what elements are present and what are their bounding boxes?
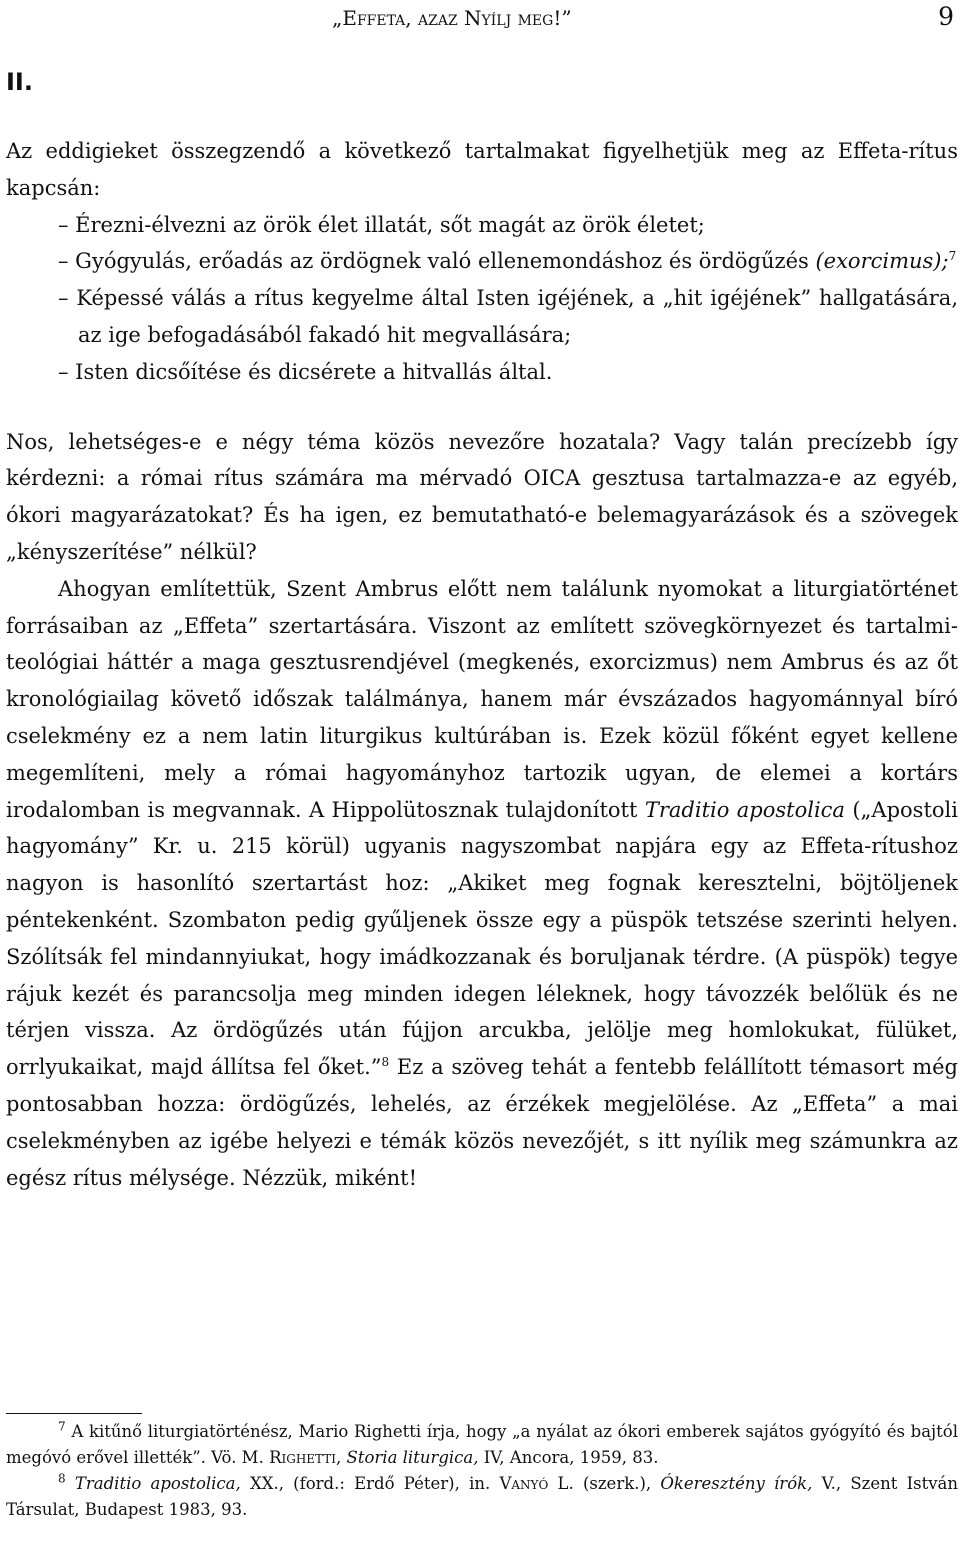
running-head: [6, 2, 958, 36]
list-item: – Érezni-élvezni az örök élet illatát, sőt magát az örök életet;: [58, 212, 705, 237]
footnote-rule: [6, 1413, 142, 1414]
main-text: [6, 133, 958, 1196]
footnote-title: Ókeresztény írók,: [660, 1474, 813, 1493]
list-item: [6, 243, 958, 280]
footnote-author: Vanyó: [499, 1474, 549, 1493]
footnote-text: ,: [336, 1448, 347, 1467]
document-page: [6, 0, 958, 1541]
footnote-text: L. (szerk.),: [548, 1474, 661, 1493]
page-number: 9: [938, 2, 954, 31]
footnote-number: 8: [58, 1471, 66, 1486]
footnote-number: 7: [58, 1419, 66, 1434]
section-number: II.: [6, 68, 33, 96]
list-item-italic: (exorcimus);: [815, 249, 949, 274]
footnote-text: XX., (ford.: Erdő Péter), in.: [240, 1474, 500, 1493]
footnote-title: Storia liturgica,: [346, 1448, 479, 1467]
footnote-text: IV, Ancora, 1959, 83.: [478, 1448, 659, 1467]
footnote-8: [6, 1471, 958, 1523]
list-item: – Képessé válás a rítus kegyelme által Isten igéjének, a „hit igéjének” hallgatására, az ige befogadásából fakadó hit megvallására;: [58, 286, 958, 347]
footnote-title: Traditio apostolica,: [74, 1474, 241, 1493]
body-paragraph: [6, 571, 958, 1197]
paragraph-text: Ahogyan említettük, Szent Ambrus előtt nem találunk nyomokat a liturgiatörténet forrásaiban az „Effeta” szertartására. Viszont az említett szövegkörnyezet és tartalmi-teológiai háttér a maga gesztusrendjével (megkenés, exorcizmus) nem Ambrus és az őt kronológiailag követő időszak találmánya, hanem már évszázados hagyománnyal bíró cselekmény ez a nem latin liturgikus kultúrában is. Ezek közül főként egyet kellene megemlíteni, mely a római hagyományhoz tartozik ugyan, de elemei a kortárs irodalomban is megvannak. A Hippolütosznak tulajdonított: [6, 576, 958, 822]
summary-list: [6, 207, 958, 391]
footnotes: [6, 1413, 958, 1523]
footnote-7: [6, 1419, 958, 1471]
list-item: – Isten dicsőítése és dicsérete a hitvallás által.: [58, 359, 553, 384]
intro-paragraph: Az eddigieket összegzendő a következő tartalmakat figyelhetjük meg az Effeta-rítus kapcsán:: [6, 139, 958, 200]
footnote-text: A kitűnő liturgiatörténész, Mario Righetti írja, hogy „a nyálat az ókori emberek sajátos gyógyító és bajtól megóvó erővel illették”. Vö. M.: [6, 1422, 958, 1467]
list-item-text: – Gyógyulás, erőadás az ördögnek való ellenemondáshoz és ördögűzés: [58, 249, 816, 274]
italic-title: Traditio apostolica: [644, 797, 845, 822]
footnote-text: V., Szent István Társulat, Budapest 1983, 93.: [6, 1474, 958, 1519]
paragraph-text: Ez a szöveg tehát a fentebb felállított témasort még pontosabban hozza: ördögűzés, lehelés, az érzékek megjelölése. Az „Effeta” a mai cselekményben az igébe helyezi e témák közös nevezőjét, s itt nyílik meg számunkra az egész rítus mélysége. Nézzük, miként!: [6, 1055, 958, 1190]
footnote-ref[interactable]: 7: [948, 249, 957, 264]
footnote-author: Righetti: [269, 1448, 337, 1467]
running-title: „Effeta, azaz Nyílj meg!”: [332, 6, 572, 30]
footnote-ref[interactable]: 8: [381, 1055, 390, 1070]
paragraph-text: („Apostoli hagyomány” Kr. u. 215 körül) ugyanis nagyszombat napjára egy az Effeta-rítushoz nagyon is hasonlító szertartást hoz: „Akiket meg fognak keresztelni, böjtöljenek péntekenként. Szombaton pedig gyűljenek össze egy a püspök tetszése szerinti helyen. Szólítsák fel mindannyiukat, hogy imádkozzanak és boruljanak térdre. (A püspök) tegye rájuk kezét és parancsolja meg minden idegen léleknek, hogy távozzék belőlük és ne térjen vissza. Az ördögűzés után fújjon arcukba, jelölje meg homlokukat, fülüket, orrlyukaikat, majd állítsa fel őket.”: [6, 797, 958, 1080]
body-paragraph: Nos, lehetséges-e e négy téma közös nevezőre hozatala? Vagy talán precízebb így kérdezni: a római rítus számára ma mérvadó OICA gesztusa tartalmazza-e az egyéb, ókori magyarázatokat? És ha igen, ez bemutatható-e belemagyarázások és a szövegek „kényszerítése” nélkül?: [6, 429, 958, 564]
